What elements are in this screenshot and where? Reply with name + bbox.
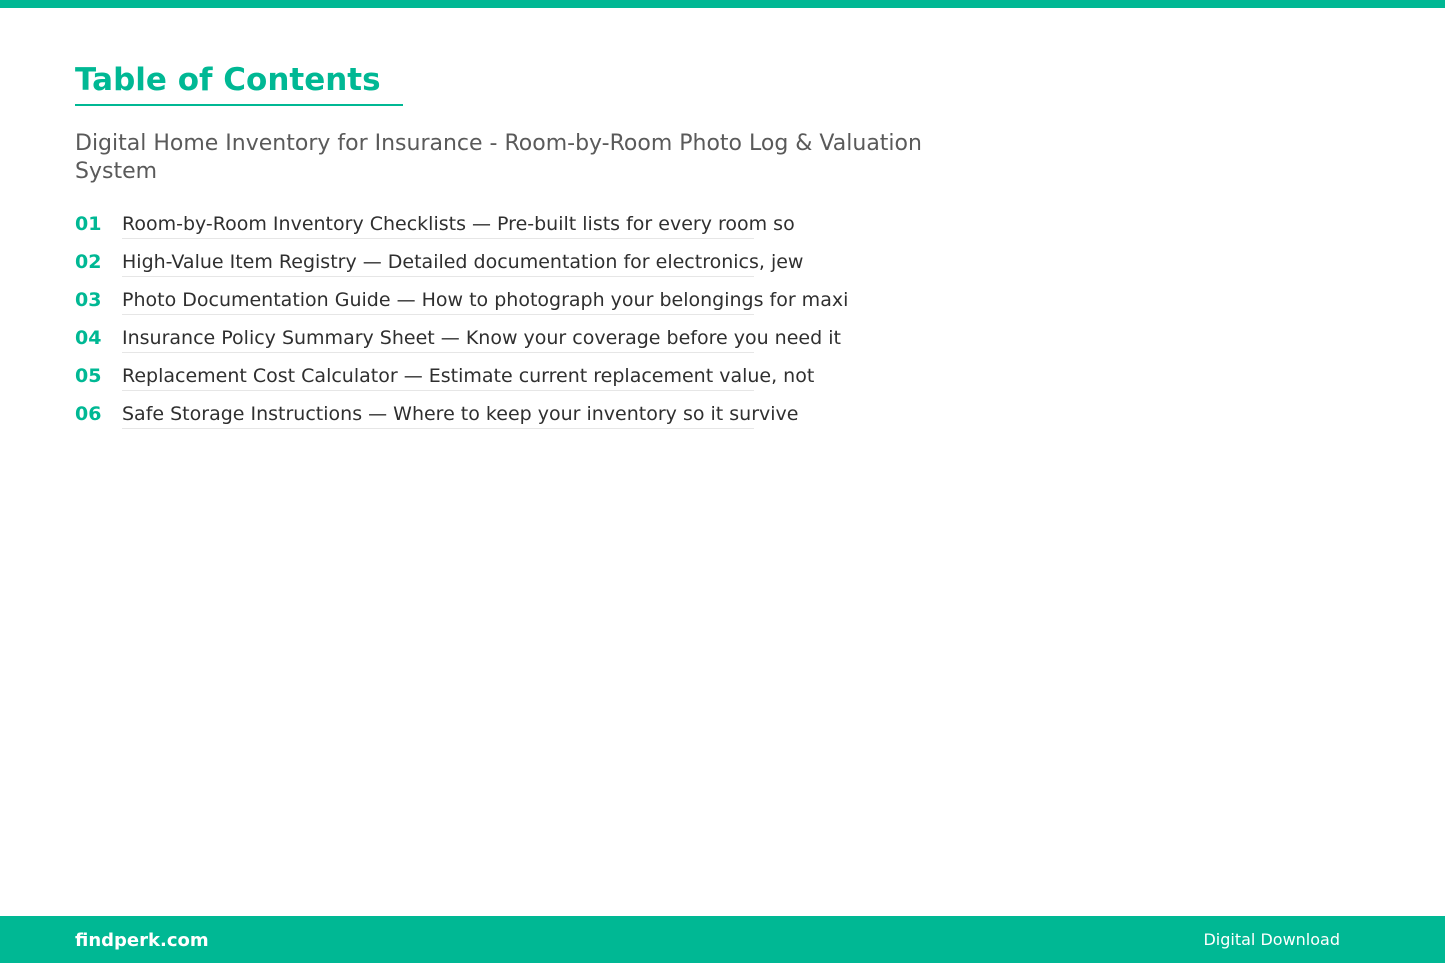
contents-item-title: Safe Storage Instructions — Where to keep your inventory so it survive	[122, 400, 754, 429]
contents-item-02	[75, 248, 935, 286]
footer-brand: findperk.com	[75, 930, 209, 951]
contents-item-05	[75, 362, 935, 400]
contents-item-number: 04	[75, 327, 102, 349]
contents-item-06	[75, 400, 935, 438]
contents-item-number: 01	[75, 213, 102, 235]
document-subtitle: Digital Home Inventory for Insurance - Room-by-Room Photo Log & Valuation System	[75, 131, 922, 184]
contents-item-title: Insurance Policy Summary Sheet — Know your coverage before you need it	[122, 324, 754, 353]
contents-item-number: 03	[75, 289, 102, 311]
footer-label: Digital Download	[1203, 930, 1340, 949]
contents-item-title: Room-by-Room Inventory Checklists — Pre-built lists for every room so	[122, 210, 754, 239]
contents-item-04	[75, 324, 935, 362]
contents-item-03	[75, 286, 935, 324]
page-footer	[0, 916, 1445, 963]
page-title: Table of Contents	[75, 60, 403, 106]
contents-item-01	[75, 210, 935, 248]
contents-item-title: Replacement Cost Calculator — Estimate current replacement value, not	[122, 362, 754, 391]
contents-item-title: Photo Documentation Guide — How to photograph your belongings for maxi	[122, 286, 754, 315]
contents-list	[75, 210, 935, 438]
contents-item-title: High-Value Item Registry — Detailed documentation for electronics, jew	[122, 248, 754, 277]
contents-item-number: 02	[75, 251, 102, 273]
contents-item-number: 05	[75, 365, 102, 387]
contents-item-number: 06	[75, 403, 102, 425]
top-accent-bar	[0, 0, 1445, 8]
table-of-contents-page	[75, 60, 935, 438]
